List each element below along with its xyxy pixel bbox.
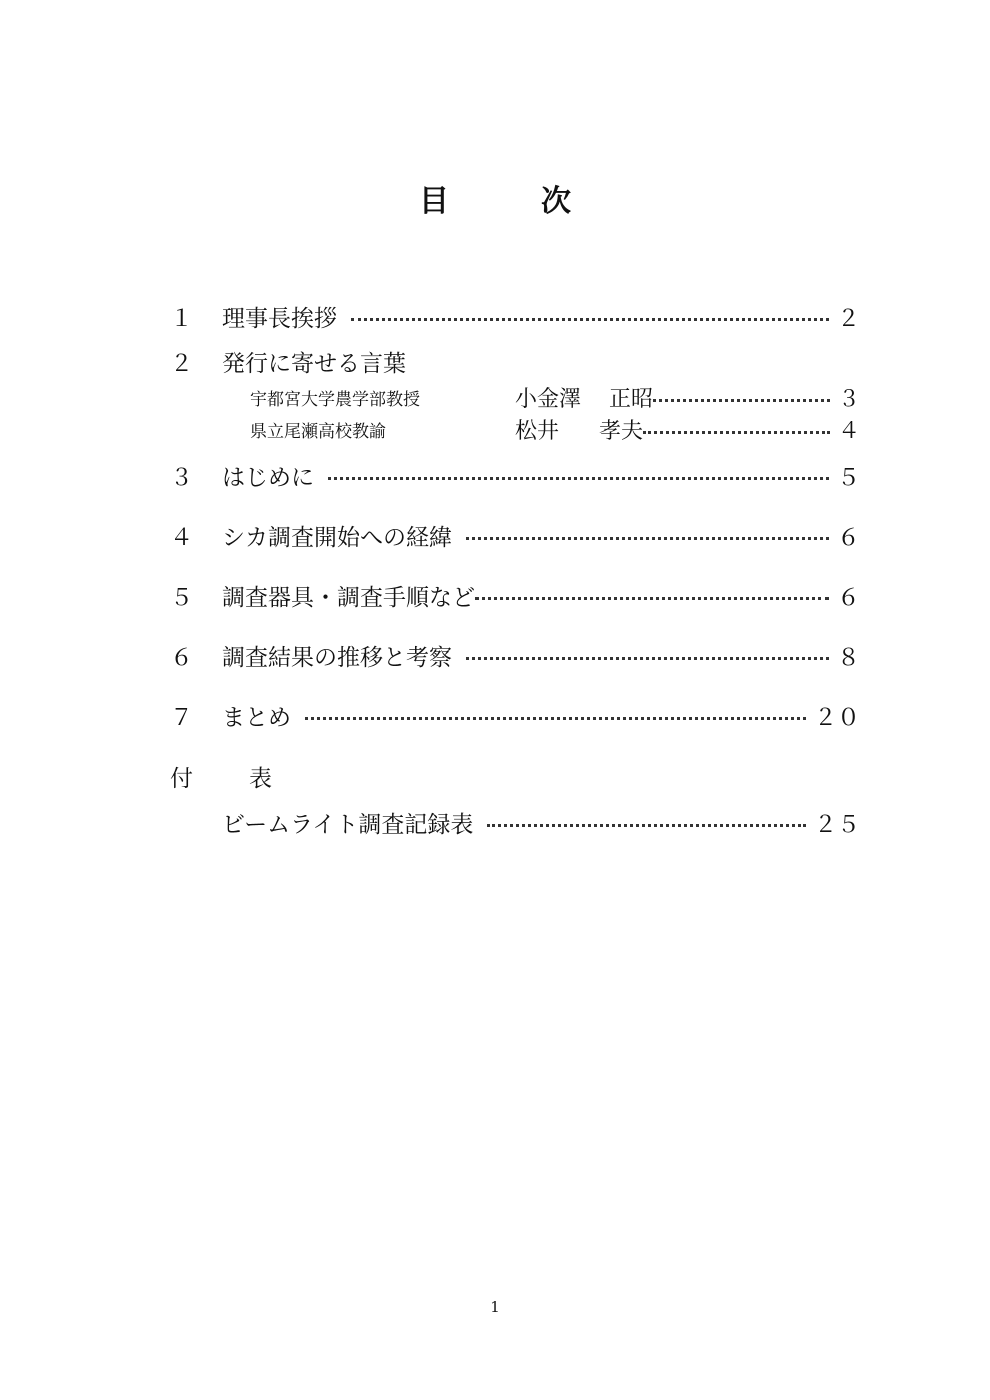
toc-dot-leader — [466, 657, 829, 660]
toc-entry-page: ６ — [837, 524, 860, 551]
contributor-name — [515, 382, 653, 413]
toc-entry-2[interactable] — [170, 346, 860, 376]
toc-entry-page: ６ — [837, 584, 860, 611]
contributor-surname: 松井 — [515, 418, 560, 444]
toc-entry-number: ６ — [170, 644, 193, 671]
toc-entry-label: ビームライト調査記録表 — [222, 811, 474, 838]
contributor-surname: 小金澤 — [515, 386, 582, 412]
toc-dot-leader — [487, 824, 806, 827]
toc-entry-label: 理事長挨拶 — [222, 305, 337, 332]
toc-entry-label: シカ調査開始への経緯 — [222, 524, 452, 551]
toc-entry-number: ２ — [170, 350, 193, 377]
toc-dot-leader — [351, 318, 829, 321]
appendix-heading-second-char: 表 — [249, 766, 272, 792]
toc-entry-3[interactable] — [170, 460, 860, 490]
toc-entry-number: ５ — [170, 584, 193, 611]
toc-dot-leader — [643, 431, 830, 434]
toc-entry-page: ５ — [837, 464, 860, 491]
toc-entry-6[interactable] — [170, 640, 860, 670]
toc-entry-7[interactable] — [170, 700, 860, 730]
toc-entry-page: ２ — [837, 305, 860, 332]
page-title-second-char: 次 — [541, 184, 571, 219]
toc-entry-number: ７ — [170, 704, 193, 731]
toc-entry-label: 調査結果の推移と考察 — [222, 644, 452, 671]
toc-contributor-2[interactable] — [250, 415, 860, 443]
contributor-name — [515, 414, 643, 445]
toc-entry-label: まとめ — [222, 704, 291, 731]
toc-entry-4[interactable] — [170, 520, 860, 550]
toc-entry-page: ３ — [837, 386, 860, 412]
toc-dot-leader — [653, 399, 830, 402]
toc-entry-label: 調査器具・調査手順など — [222, 584, 475, 611]
toc-entry-number: ４ — [170, 524, 193, 551]
appendix-heading — [170, 760, 272, 793]
toc-entry-number: ３ — [170, 464, 193, 491]
toc-entry-page: ８ — [837, 644, 860, 671]
toc-entry-number: １ — [170, 305, 193, 332]
page-number: 1 — [490, 1298, 500, 1316]
toc-dot-leader — [305, 717, 806, 720]
toc-entry-page: ２０ — [814, 704, 860, 731]
page-title — [0, 176, 990, 220]
contributor-given-name: 正昭 — [609, 386, 654, 412]
contributor-affiliation: 県立尾瀬高校教諭 — [250, 421, 386, 442]
contributor-given-name: 孝夫 — [599, 418, 644, 444]
toc-dot-leader — [466, 537, 829, 540]
toc-entry-5[interactable] — [170, 580, 860, 610]
toc-entry-page: ４ — [837, 418, 860, 444]
page-title-first-char: 目 — [419, 184, 449, 219]
toc-dot-leader — [475, 597, 829, 600]
toc-entry-page: ２５ — [814, 811, 860, 838]
toc-appendix-item[interactable] — [170, 807, 860, 837]
toc-entry-label: はじめに — [222, 464, 314, 491]
toc-contributor-1[interactable] — [250, 383, 860, 411]
toc-entry-label: 発行に寄せる言葉 — [222, 350, 406, 377]
toc-dot-leader — [328, 477, 829, 480]
appendix-heading-first-char: 付 — [170, 766, 193, 792]
contributor-affiliation: 宇都宮大学農学部教授 — [250, 389, 420, 410]
toc-entry-1[interactable] — [170, 301, 860, 331]
